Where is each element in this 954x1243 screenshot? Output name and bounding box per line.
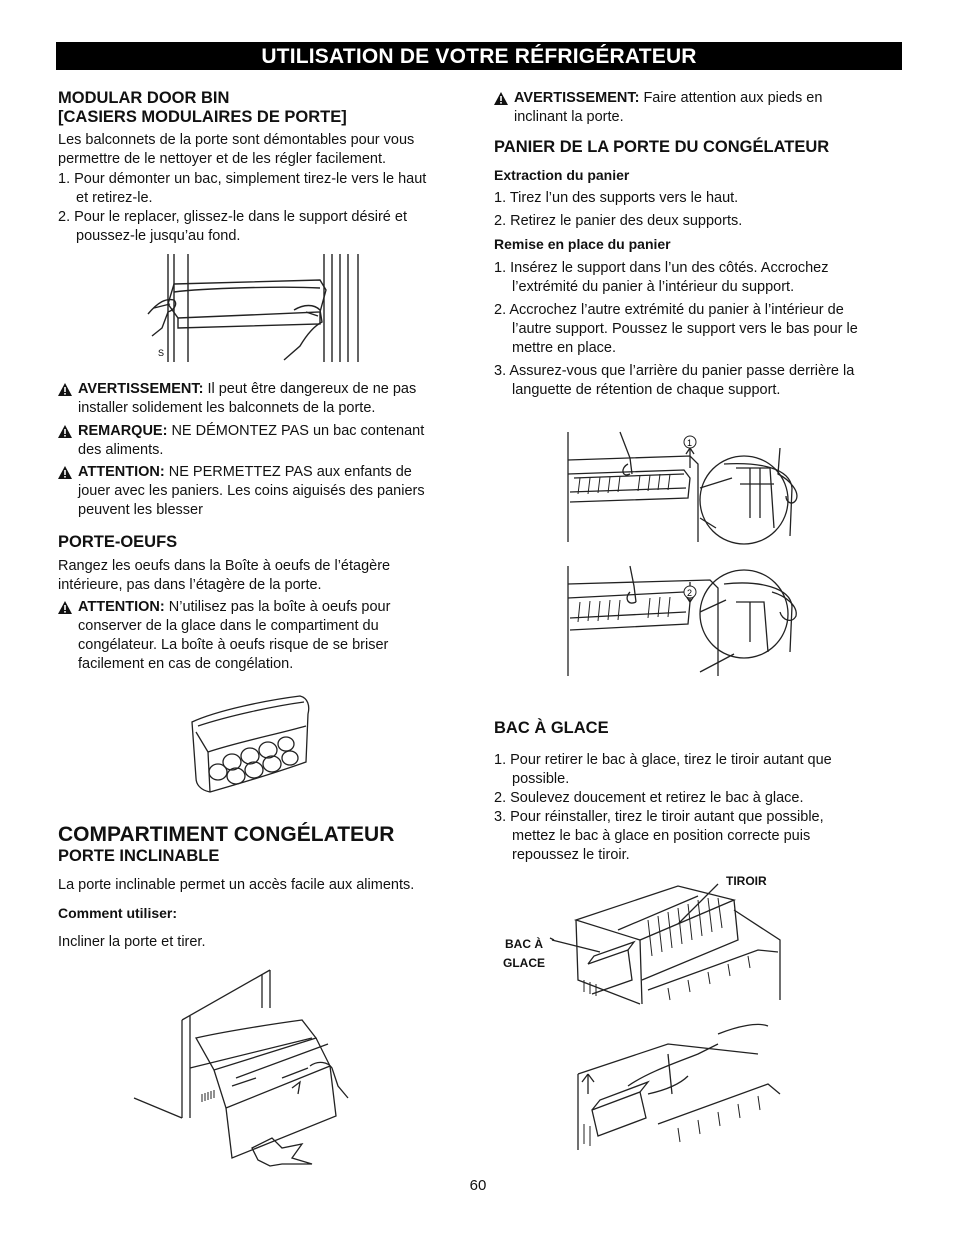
warning-icon xyxy=(58,425,72,438)
replace-step-2 xyxy=(494,301,922,358)
how-to-use-text: Incliner la porte et tirer. xyxy=(58,934,206,950)
tilt-door-text: La porte inclinable permet un accès facile aux aliments. xyxy=(58,877,415,893)
step-line: 2. Pour le replacer, glissez-le dans le support désiré et xyxy=(58,209,407,225)
replace-label: Remise en place du panier xyxy=(494,236,671,252)
warning-label: AVERTISSEMENT: xyxy=(514,90,640,106)
tilt-door-illustration xyxy=(132,968,352,1168)
callout-number-1: 1 xyxy=(687,438,693,448)
warning-text: jouer avec les paniers. Les coins aiguisés des paniers xyxy=(78,483,425,499)
step-line: 2. Accrochez l’autre extrémité du panier à l’intérieur de xyxy=(494,302,844,318)
step-line: repoussez le tiroir. xyxy=(512,847,630,863)
caution-children xyxy=(58,463,498,520)
extraction-step-1: 1. Tirez l’un des supports vers le haut. xyxy=(494,190,739,206)
warning-text: N’utilisez pas la boîte à oeufs pour xyxy=(164,599,391,615)
door-bin-title-line1: MODULAR DOOR BIN xyxy=(58,89,230,107)
label-ice-bin xyxy=(496,935,552,973)
step-line: l’extrémité du panier à l’intérieur du support. xyxy=(512,279,795,295)
step-line: mettre en place. xyxy=(512,340,616,356)
door-bin-intro-line: Les balconnets de la porte sont démontables pour vous xyxy=(58,132,415,148)
step-line: 1. Pour retirer le bac à glace, tirez le tiroir autant que xyxy=(494,752,832,768)
warning-icon xyxy=(58,601,72,614)
step-line: possible. xyxy=(512,771,570,787)
step-line: 3. Pour réinstaller, tirez le tiroir autant que possible, xyxy=(494,809,824,825)
egg-text-line: intérieure, pas dans l’étagère de la porte. xyxy=(58,577,322,593)
warning-text: peuvent les blesser xyxy=(78,502,203,518)
warning-text: facilement en cas de congélation. xyxy=(78,656,294,672)
egg-text-line: Rangez les oeufs dans la Boîte à oeufs de l’étagère xyxy=(58,558,391,574)
step-line: l’autre support. Poussez le support vers le bas pour le xyxy=(512,321,858,337)
step-line: 2. Soulevez doucement et retirez le bac à glace. xyxy=(494,790,804,806)
caution-egg-box xyxy=(58,598,498,674)
warning-icon xyxy=(58,383,72,396)
egg-box-illustration xyxy=(188,692,312,802)
how-to-use-label: Comment utiliser: xyxy=(58,905,178,921)
warning-text: Il peut être dangereux de ne pas xyxy=(203,381,417,397)
door-bin-illustration xyxy=(144,252,364,366)
door-bin-intro xyxy=(58,131,414,169)
freezer-title: COMPARTIMENT CONGÉLATEUR xyxy=(58,823,395,846)
warning-label: REMARQUE: xyxy=(78,423,168,439)
door-bin-title xyxy=(58,89,347,127)
basket-removal-illustration xyxy=(560,428,836,546)
svg-text:S: S xyxy=(158,348,165,358)
door-bin-step-2 xyxy=(58,208,486,246)
warning-label: ATTENTION: xyxy=(78,599,165,615)
warning-label: AVERTISSEMENT: xyxy=(78,381,204,397)
warning-icon xyxy=(494,92,508,105)
step-line: languette de rétention de chaque support. xyxy=(512,382,781,398)
ice-bin-lift-illustration xyxy=(568,1014,782,1152)
step-line: poussez-le jusqu’au fond. xyxy=(76,228,241,244)
ice-bin-title: BAC À GLACE xyxy=(494,719,609,737)
door-bin-step-1 xyxy=(58,170,486,208)
warning-text: inclinant la porte. xyxy=(514,109,624,125)
warning-text: congélateur. La boîte à oeufs risque de se briser xyxy=(78,637,389,653)
callout-number-2: 2 xyxy=(687,588,693,598)
door-bin-title-line2: [CASIERS MODULAIRES DE PORTE] xyxy=(58,108,347,126)
warning-text: NE PERMETTEZ PAS aux enfants de xyxy=(164,464,412,480)
egg-title: PORTE-OEUFS xyxy=(58,533,178,551)
basket-title: PANIER DE LA PORTE DU CONGÉLATEUR xyxy=(494,138,830,156)
warning-text: installer solidement les balconnets de la porte. xyxy=(78,400,376,416)
tilt-door-title: PORTE INCLINABLE xyxy=(58,847,220,865)
replace-step-3 xyxy=(494,362,922,400)
basket-install-illustration xyxy=(560,562,836,680)
label-ice-bin-line: GLACE xyxy=(503,956,545,970)
ice-step-2 xyxy=(494,789,922,808)
warning-feet xyxy=(494,89,914,127)
ice-step-3 xyxy=(494,808,922,865)
step-line: et retirez-le. xyxy=(76,190,153,206)
ice-step-1 xyxy=(494,751,922,789)
extraction-step-2: 2. Retirez le panier des deux supports. xyxy=(494,213,743,229)
step-line: 1. Insérez le support dans l’un des côtés. Accrochez xyxy=(494,260,829,276)
page-number: 60 xyxy=(469,1177,487,1194)
label-ice-bin-line: BAC À xyxy=(505,937,543,951)
step-line: 3. Assurez-vous que l’arrière du panier passe derrière la xyxy=(494,363,855,379)
extraction-label: Extraction du panier xyxy=(494,167,630,183)
warning-install-bins xyxy=(58,380,498,418)
note-bin-food xyxy=(58,422,498,460)
label-drawer: TIROIR xyxy=(726,874,767,888)
warning-icon xyxy=(58,466,72,479)
ice-drawer-illustration xyxy=(548,880,782,1006)
step-line: 1. Pour démonter un bac, simplement tirez-le vers le haut xyxy=(58,171,427,187)
warning-text: conserver de la glace dans le compartiment du xyxy=(78,618,379,634)
page-header-banner: UTILISATION DE VOTRE RÉFRIGÉRATEUR xyxy=(56,42,902,70)
warning-text: des aliments. xyxy=(78,442,164,458)
warning-text: NE DÉMONTEZ PAS un bac contenant xyxy=(167,423,425,439)
warning-label: ATTENTION: xyxy=(78,464,165,480)
replace-step-1 xyxy=(494,259,922,297)
warning-text: Faire attention aux pieds en xyxy=(639,90,823,106)
door-bin-intro-line: permettre de le nettoyer et de les régler facilement. xyxy=(58,151,387,167)
step-line: mettez le bac à glace en position correcte puis xyxy=(512,828,811,844)
egg-text xyxy=(58,557,390,595)
